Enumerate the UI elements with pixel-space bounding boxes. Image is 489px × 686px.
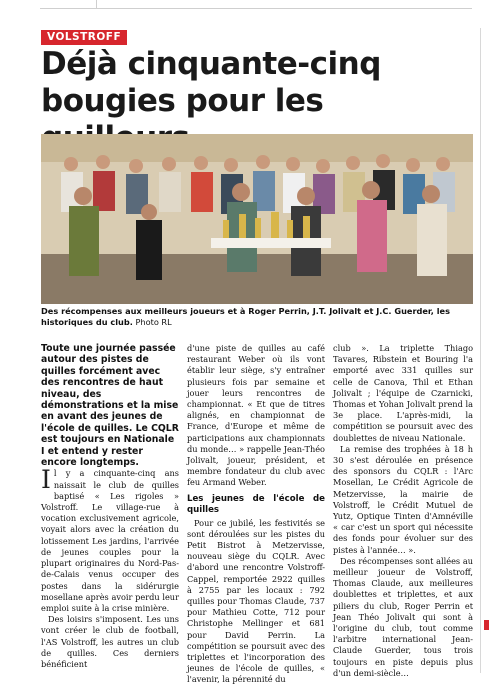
sidebar-rule	[480, 28, 481, 673]
paragraph: Des récompenses sont allées au meilleur joueur de Volstroff, Thomas Claude, aux meilleures doublettes et triplettes, et aux piliers du club, Roger Perrin et Jean Théo Jolivalt qui sont à l'origine du club, tout comme l'arbitre international Jean-Claude Guerder, tous trois toujours en piste depuis plus d'un demi-siècle…	[333, 555, 473, 678]
first-paragraph	[41, 465, 179, 614]
adjacent-article-marker	[484, 620, 489, 630]
column-1	[41, 343, 179, 670]
photo-caption	[41, 306, 473, 328]
paragraph: La remise des trophées à 18 h 30 s'est déroulée en présence des sponsors du CQLR : l'Arc Mosellan, Le Crédit Agricole de Metzervisse, la mairie de Volstroff, le Crédit Mutuel de Yutz, Optique Tinten d'Amnéville « car c'est un sport qui nécessite des fonds pour évoluer sur des pistes à l'année… ».	[333, 443, 473, 555]
photo-credit: Photo RL	[135, 317, 172, 327]
top-rule	[40, 8, 472, 9]
caption-text: Des récompenses aux meilleurs joueurs et à Roger Perrin, J.T. Jolivalt et J.C. Guerder, les historiques du club.	[41, 306, 450, 327]
paragraph: d'une piste de quilles au café restaurant Weber où ils vont établir leur siège, s'y entraîner plusieurs fois par semaine et jouer leurs rencontres de championnat. « Et que de titres alignés, en championnat de France, d'Europe et même de participations aux championnats du monde… » rappelle Jean-Théo Jolivalt, joueur, président, et membre fondateur du club avec feu Armand Weber.	[187, 343, 325, 488]
paragraph: Des loisirs s'imposent. Les uns vont créer le club de football, l'AS Volstroff, les autres un club de quilles. Ces derniers bénéficient	[41, 614, 179, 669]
first-paragraph-text: l y a cinquante-cinq ans naissait le club de quilles baptisé « Les rigoles » Volstroff. Le village-rue à vocation exclusivement agricole, voyait alors avec la création du lotissement Les jardins, l'arrivée de jeunes couples pour la plupart originaires du Nord-Pas-de-Calais venus occuper des postes dans la sidérurgie mosellane après avoir perdu leur emploi suite à la crise minière.	[41, 468, 179, 613]
column-3	[333, 343, 473, 679]
intertitle: Les jeunes de l'école de quilles	[187, 493, 325, 515]
paragraph: club ». La triplette Thiago Tavares, Ribstein et Bouring l'a emporté avec 331 quilles sur celle de Canova, Thil et Ethan Jolivalt ; l'équipe de Czarnicki, Thomas et Yohan Jolivalt prend la 3e place. L'après-midi, la compétition se poursuit avec des doublettes de niveau Nationale.	[333, 343, 473, 443]
section-label: VOLSTROFF	[41, 30, 127, 45]
group-photo	[41, 134, 473, 304]
column-2	[187, 343, 325, 686]
article-lead: Toute une journée passée autour des pistes de quilles forcément avec des rencontres de haut niveau, des démonstrations et la mise en avant des jeunes de l'école de quilles. Le CQLR est toujours en Nationale I et entend y rester encore longtemps.	[41, 343, 179, 469]
top-rule-tick	[96, 0, 97, 8]
paragraph: Pour ce jubilé, les festivités se sont déroulées sur les pistes du Petit Bistrot à Metzervisse, nouveau siège du CQLR. Avec d'abord une rencontre Volstroff-Cappel, remportée 2922 quilles à 2755 par les locaux : 792 quilles pour Thomas Claude, 737 pour Mathieu Cotte, 712 pour Christophe Mellinger et 681 pour David Perrin. La compétition se poursuit avec des triplettes et l'incorporation des jeunes de l'école de quilles, « l'avenir, la pérennité du	[187, 517, 325, 685]
article-headline: Déjà cinquante-cinq bougies pour les	[41, 46, 381, 119]
drop-cap: I	[41, 465, 51, 495]
